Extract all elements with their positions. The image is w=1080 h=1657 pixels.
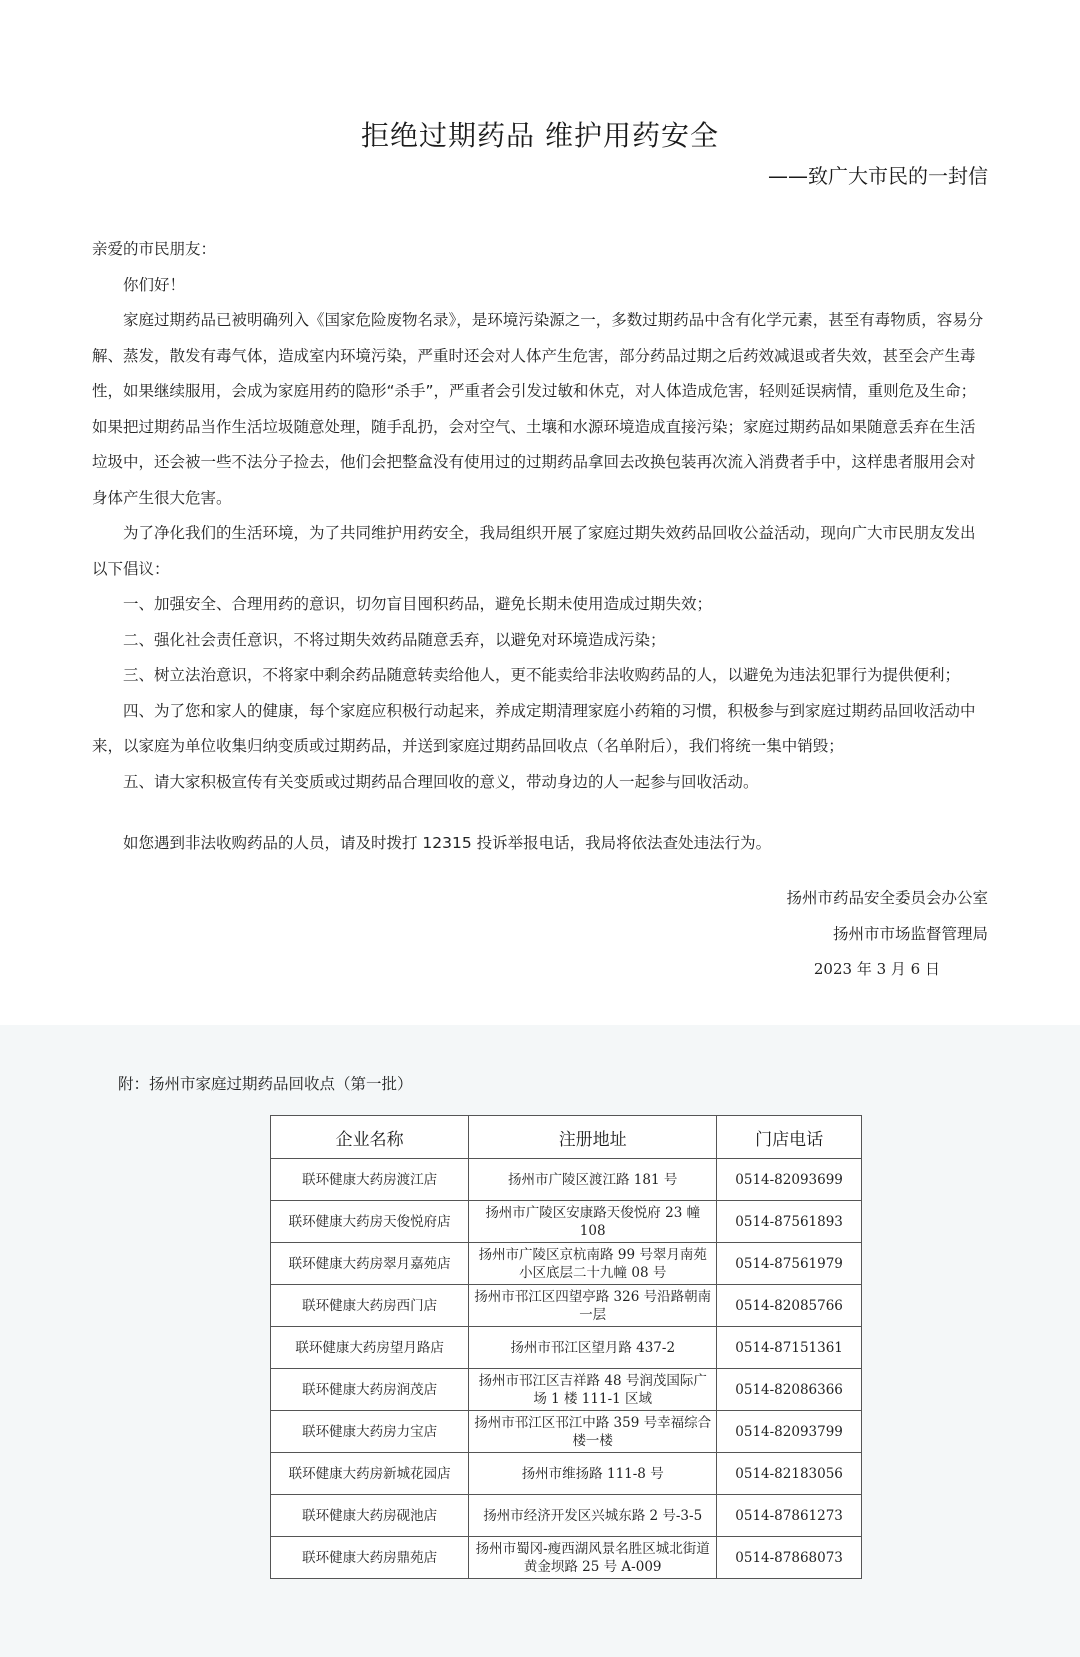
company-cell: 联环健康大药房西门店 [271,1285,469,1327]
signatory-bureau: 扬州市市场监督管理局 [832,925,988,943]
address-cell: 扬州市维扬路 111-8 号 [469,1453,717,1495]
address-cell: 扬州市经济开发区兴城东路 2 号-3-5 [469,1495,717,1537]
company-cell: 联环健康大药房鼎苑店 [271,1537,469,1579]
address-cell: 扬州市广陵区安康路天俊悦府 23 幢 108 [469,1201,717,1243]
letter-date: 2023 年 3 月 6 日 [813,960,940,978]
company-cell: 联环健康大药房天俊悦府店 [271,1201,469,1243]
address-cell: 扬州市邗江区望月路 437-2 [469,1327,717,1369]
phone-cell: 0514-87151361 [717,1327,862,1369]
proposal-item: 一、加强安全、合理用药的意识，切勿盲目囤积药品，避免长期未使用造成过期失效； [123,595,713,613]
table-row [271,1159,862,1201]
paragraph: 为了净化我们的生活环境，为了共同维护用药安全，我局组织开展了家庭过期失效药品回收公益活动，现向广大市民朋友发出以下倡议： [92,524,976,578]
phone-cell: 0514-87561979 [717,1243,862,1285]
proposal-item: 四、为了您和家人的健康，每个家庭应积极行动起来，养成定期清理家庭小药箱的习惯，积极参与到家庭过期药品回收活动中来，以家庭为单位收集归纳变质或过期药品，并送到家庭过期药品回收点（名单附后），我们将统一集中销毁； [92,701,976,755]
appendix-section [0,1025,1080,1657]
table-row [271,1285,862,1327]
company-cell: 联环健康大药房渡江店 [271,1159,469,1201]
phone-cell: 0514-82093699 [717,1159,862,1201]
phone-cell: 0514-82086366 [717,1369,862,1411]
company-cell: 联环健康大药房砚池店 [271,1495,469,1537]
company-cell: 联环健康大药房新城花园店 [271,1453,469,1495]
table-row [271,1537,862,1579]
salutation: 亲爱的市民朋友： [92,240,217,258]
paragraph: 家庭过期药品已被明确列入《国家危险废物名录》，是环境污染源之一，多数过期药品中含有化学元素，甚至有毒物质，容易分解、蒸发，散发有毒气体，造成室内环境污染，严重时还会对人体产生危害，部分药品过期之后药效减退或者失效，甚至会产生毒性，如果继续服用，会成为家庭用药的隐形“杀手”，严重者会引发过敏和休克，对人体造成危害，轻则延误病情，重则危及生命；如果把过期药品当作生活垃圾随意处理，随手乱扔，会对空气、土壤和水源环境造成直接污染；家庭过期药品如果随意丢弃在生活垃圾中，还会被一些不法分子捡去，他们会把整盒没有使用过的过期药品拿回去改换包装再次流入消费者手中，这样患者服用会对身体产生很大危害。 [92,311,984,507]
company-cell: 联环健康大药房望月路店 [271,1327,469,1369]
table-row [271,1201,862,1243]
table-row [271,1243,862,1285]
phone-cell: 0514-82183056 [717,1453,862,1495]
proposal-item: 五、请大家积极宣传有关变质或过期药品合理回收的意义，带动身边的人一起参与回收活动。 [123,772,759,791]
column-header-phone: 门店电话 [717,1116,862,1159]
phone-cell: 0514-87868073 [717,1537,862,1579]
letter-body [92,232,988,862]
letter-subtitle: ——致广大市民的一封信 [768,164,988,188]
report-note: 如您遇到非法收购药品的人员，请及时拨打 12315 投诉举报电话，我局将依法查处违法行为。 [123,834,772,852]
address-cell: 扬州市蜀冈-瘦西湖风景名胜区城北街道黄金坝路 25 号 A-009 [469,1537,717,1579]
proposal-item: 二、强化社会责任意识，不将过期失效药品随意丢弃，以避免对环境造成污染； [123,630,666,649]
address-cell: 扬州市邗江区吉祥路 48 号润茂国际广场 1 楼 111-1 区域 [469,1369,717,1411]
company-cell: 联环健康大药房翠月嘉苑店 [271,1243,469,1285]
table-row [271,1369,862,1411]
company-cell: 联环健康大药房力宝店 [271,1411,469,1453]
proposal-item: 三、树立法治意识，不将家中剩余药品随意转卖给他人，更不能卖给非法收购药品的人，以避免为违法犯罪行为提供便利； [123,666,961,684]
phone-cell: 0514-87861273 [717,1495,862,1537]
column-header-address: 注册地址 [469,1116,717,1159]
address-cell: 扬州市邗江区四望亭路 326 号沿路朝南一层 [469,1285,717,1327]
signatory-office: 扬州市药品安全委员会办公室 [786,889,988,907]
table-row [271,1453,862,1495]
column-header-company: 企业名称 [271,1116,469,1159]
appendix-title: 附：扬州市家庭过期药品回收点（第一批） [118,1075,413,1093]
table-row [271,1411,862,1453]
phone-cell: 0514-82093799 [717,1411,862,1453]
address-cell: 扬州市邗江区邗江中路 359 号幸福综合楼一楼 [469,1411,717,1453]
collection-points-table [270,1115,862,1579]
address-cell: 扬州市广陵区渡江路 181 号 [469,1159,717,1201]
address-cell: 扬州市广陵区京杭南路 99 号翠月南苑小区底层二十九幢 08 号 [469,1243,717,1285]
greeting: 你们好！ [123,275,186,294]
table-row [271,1327,862,1369]
company-cell: 联环健康大药房润茂店 [271,1369,469,1411]
phone-cell: 0514-87561893 [717,1201,862,1243]
table-header-row [271,1116,862,1159]
table-row [271,1495,862,1537]
letter-title: 拒绝过期药品 维护用药安全 [361,119,719,152]
phone-cell: 0514-82085766 [717,1285,862,1327]
